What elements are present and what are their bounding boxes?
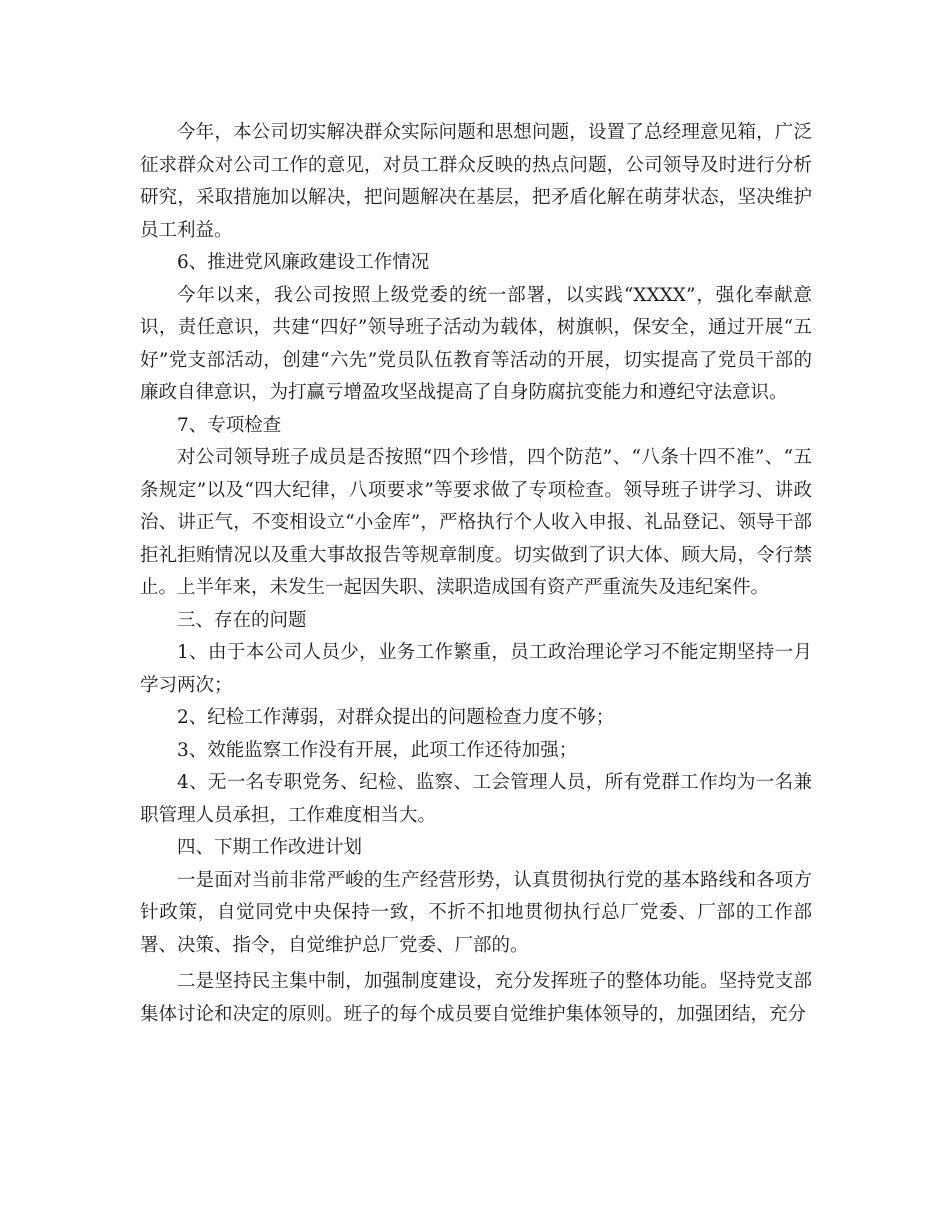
paragraph-plan-2: 二是坚持民主集中制，加强制度建设，充分发挥班子的整体功能。坚持党支部集体讨论和决定的原则。班子的每个成员要自觉维护集体领导的，加强团结，充分 [140,971,812,1025]
list-item-problem-1: 1、由于本公司人员少，业务工作繁重，员工政治理论学习不能定期坚持一月学习两次； [140,642,812,696]
heading-anti-corruption: 6、推进党风廉政建设工作情况 [177,252,430,273]
heading-existing-problems: 三、存在的问题 [177,609,307,631]
paragraph-anti-corruption: 今年以来，我公司按照上级党委的统一部署，以实践“XXXX”，强化奉献意识，责任意识，共建“四好”领导班子活动为载体，树旗帜，保安全，通过开展“五好”党支部活动，创建“六先”党员队伍教育等活动的开展，切实提高了党员干部的廉政自律意识，为打赢亏增盈攻坚战提高了自身防腐抗变能力和遵纪守法意识。 [140,284,812,403]
document-body [140,117,812,1031]
list-item-problem-4: 4、无一名专职党务、纪检、监察、工会管理人员，所有党群工作均为一名兼职管理人员承担，工作难度相当大。 [140,772,812,826]
heading-special-inspection: 7、专项检查 [177,414,282,436]
heading-improvement-plan: 四、下期工作改进计划 [177,837,363,858]
paragraph-opinion-box: 今年，本公司切实解决群众实际问题和思想问题，设置了总经理意见箱，广泛征求群众对公司工作的意见，对员工群众反映的热点问题，公司领导及时进行分析研究，采取措施加以解决，把问题解决在基层，把矛盾化解在萌芽状态，坚决维护员工利益。 [140,122,812,241]
list-item-problem-3: 3、效能监察工作没有开展，此项工作还待加强； [177,739,578,761]
paragraph-plan-1: 一是面对当前非常严峻的生产经营形势，认真贯彻执行党的基本路线和各项方针政策，自觉同党中央保持一致，不折不扣地贯彻执行总厂党委、厂部的工作部署、决策、指令，自觉维护总厂党委、厂部的。 [140,869,812,956]
paragraph-special-inspection: 对公司领导班子成员是否按照“四个珍惜，四个防范”、“八条十四不准”、“五条规定”以及“四大纪律，八项要求”等要求做了专项检查。领导班子讲学习、讲政治、讲正气，不变相设立“小金库”，严格执行个人收入申报、礼品登记、领导干部拒礼拒贿情况以及重大事故报告等规章制度。切实做到了识大体、顾大局，令行禁止。上半年来，未发生一起因失职、渎职造成国有资产严重流失及违纪案件。 [140,447,812,598]
list-item-problem-2: 2、纪检工作薄弱，对群众提出的问题检查力度不够； [177,707,615,728]
